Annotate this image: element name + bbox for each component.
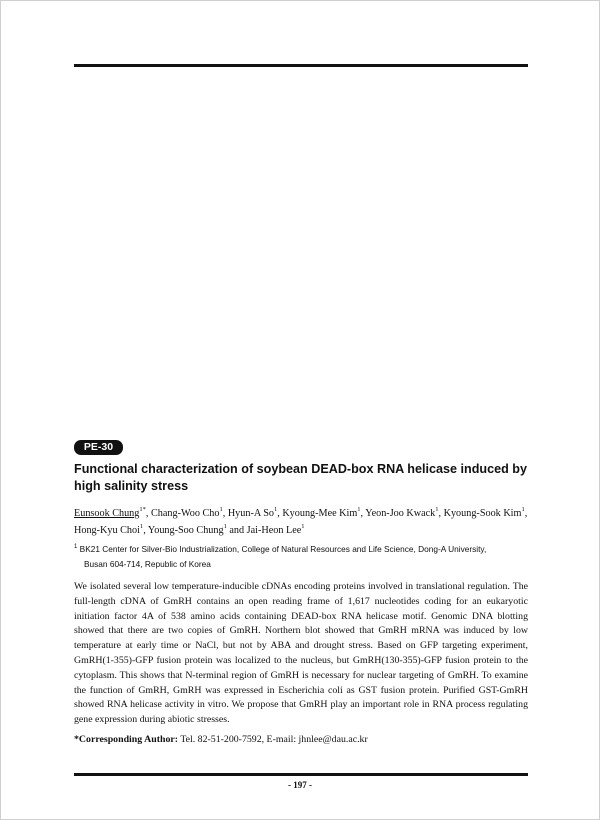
affiliation-line-2: Busan 604-714, Republic of Korea (84, 559, 211, 569)
author-name: Chang-Woo Cho (150, 508, 220, 519)
author-affiliation-marker: 1 (435, 506, 439, 513)
bottom-rule (74, 773, 528, 776)
author-name: Kyoung-Sook Kim (443, 508, 522, 519)
affiliation-marker: 1 (74, 544, 78, 550)
author-affiliation-marker: 1 (357, 506, 361, 513)
affiliation (74, 542, 544, 572)
author-affiliation-marker: 1 (223, 523, 227, 530)
author-affiliation-marker: 1 (273, 506, 278, 513)
corresponding-contact: Tel. 82-51-200-7592, E-mail: jhnlee@dau.ac.kr (180, 734, 368, 745)
author-affiliation-marker: 1* (139, 506, 146, 513)
author-name: Hyun-A So (227, 508, 274, 519)
corresponding-label: *Corresponding Author: (74, 734, 179, 745)
author-name: Jai-Heon Lee (246, 525, 302, 536)
abstract: We isolated several low temperature-inducible cDNAs encoding proteins involved in translational regulation. The full-length cDNA of GmRH contains an open reading frame of 1,617 nucleotides coding for an eukaryotic initiation factor 4A of 538 amino acids containing DEAD-box RNA helicase motif. Genomic DNA blotting showed that there are two copies of GmRH. Northern blot showed that GmRH mRNA was induced by low temperature at early time or NaCl, but not by ABA and drought stress. Based on GFP targeting experiment, GmRH(1-355)-GFP fusion protein was localized to the nucleus, but GmRH(130-355)-GFP fusion protein to the cytoplasm. This shows that N-terminal region of GmRH is necessary for nuclear targeting of GmRH. To examine the function of GmRH, GmRH was expressed in Escherichia coli as GST fusion protein. Purified GST-GmRH showed RNA helicase activity in vitro. We propose that GmRH play an important role in RNA process regulating gene expression during abiotic stresses. (74, 581, 528, 726)
author-list: Eunsook Chung$^{1*}$, Chang-Woo Cho$^1$, Hyun-A So$^1$, Kyoung-Mee Kim$^1$, Yeon-Joo Kwack$^1$, Kyoung-Sook Kim$^1$, Hong-Kyu Choi$^1$, Young-Soo Chung$^1$ and Jai-Heon Lee$^1$ (74, 506, 528, 536)
top-rule (74, 64, 528, 67)
author-name: Eunsook Chung (74, 508, 140, 519)
author-conjunction: and (226, 525, 247, 536)
session-badge: PE-30 (74, 440, 123, 455)
paper-title: Functional characterization of soybean DEAD-box RNA helicase induced by high salinity stress (74, 462, 527, 493)
corresponding-author (74, 734, 528, 745)
author-name: Yeon-Joo Kwack (365, 508, 436, 519)
author-name: Kyoung-Mee Kim (282, 508, 358, 519)
affiliation-line-1: BK21 Center for Silver-Bio Industrialization, College of Natural Resources and Life Science, Dong-A University, (79, 544, 487, 554)
author-affiliation-marker: 1 (219, 506, 223, 513)
author-affiliation-marker: 1 (521, 506, 525, 513)
page-number: - 197 - (288, 780, 312, 790)
author-affiliation-marker: 1 (139, 523, 144, 530)
author-name: Young-Soo Chung (147, 525, 224, 536)
author-affiliation-marker: 1 (301, 523, 305, 530)
author-name: Hong-Kyu Choi (74, 525, 140, 536)
